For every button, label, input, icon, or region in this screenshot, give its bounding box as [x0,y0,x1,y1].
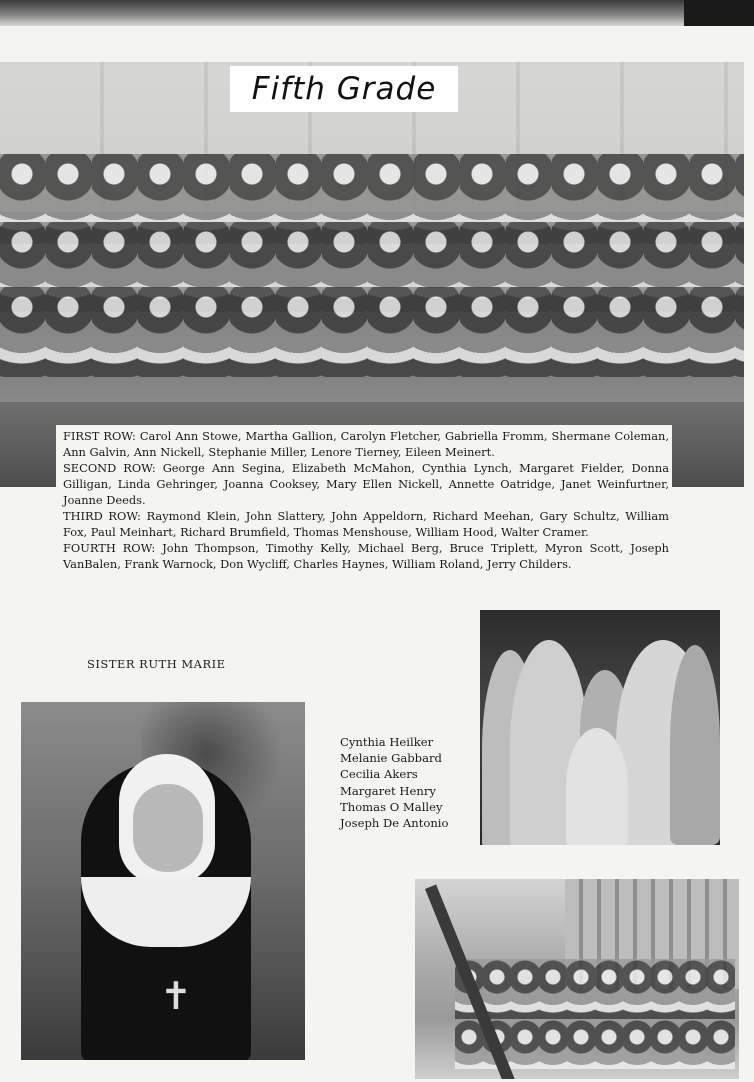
row-label: FIRST ROW: [63,429,136,443]
row-names: Raymond Klein, John Slattery, John Appeldorn, Richard Meehan, Gary Schultz, William Fox, Paul Meinhart, Richard Brumfield, Thomas Menshouse, William Hood, Walter Cramer. [63,509,669,539]
row-names: George Ann Segina, Elizabeth McMahon, Cynthia Lynch, Margaret Fielder, Donna Gilligan, Linda Gehringer, Joanna Cooksey, Mary Ellen Nickell, Annette Oatridge, Janet Weinfurtner, Joanne Deeds. [63,461,670,507]
third-row-names [63,508,669,540]
group-name: Joseph De Antonio [340,816,449,831]
group-name: Thomas O Malley [340,799,443,814]
row-label: SECOND ROW: [63,461,156,475]
teacher-photo [21,702,305,1060]
page-top-shadow [684,0,754,26]
row-names: Carol Ann Stowe, Martha Gallion, Carolyn Fletcher, Gabriella Fromm, Shermane Coleman, Ann Galvin, Ann Nickell, Stephanie Miller, Lenore Tierney, Eileen Meinert. [63,429,669,459]
group-name: Cynthia Heilker [340,735,434,749]
fourth-row-names [63,540,669,572]
child-figure [670,645,720,845]
playground-photo [415,879,739,1079]
group-photo-names [340,734,449,831]
photo-row-second [0,287,744,377]
face-shape [133,784,203,872]
row-label: THIRD ROW: [63,509,141,523]
row-label: FOURTH ROW: [63,541,156,555]
cross-icon: ✝ [160,974,192,1018]
first-row-names [63,428,669,460]
second-row-names [63,460,669,508]
group-name: Cecilia Akers [340,767,418,782]
page-top-edge [0,0,754,26]
class-names [63,428,669,572]
child-figure [566,728,628,845]
page-title: Fifth Grade [230,66,458,112]
group-name: Margaret Henry [340,783,436,798]
teacher-name: SISTER RUTH MARIE [87,657,226,671]
group-name: Melanie Gabbard [340,751,442,766]
class-photo [0,62,744,487]
group-photo [480,610,720,845]
row-names: John Thompson, Timothy Kelly, Michael Berg, Bruce Triplett, Myron Scott, Joseph VanBalen, Frank Warnock, Don Wycliff, Charles Haynes, William Roland, Jerry Childers. [63,541,670,571]
